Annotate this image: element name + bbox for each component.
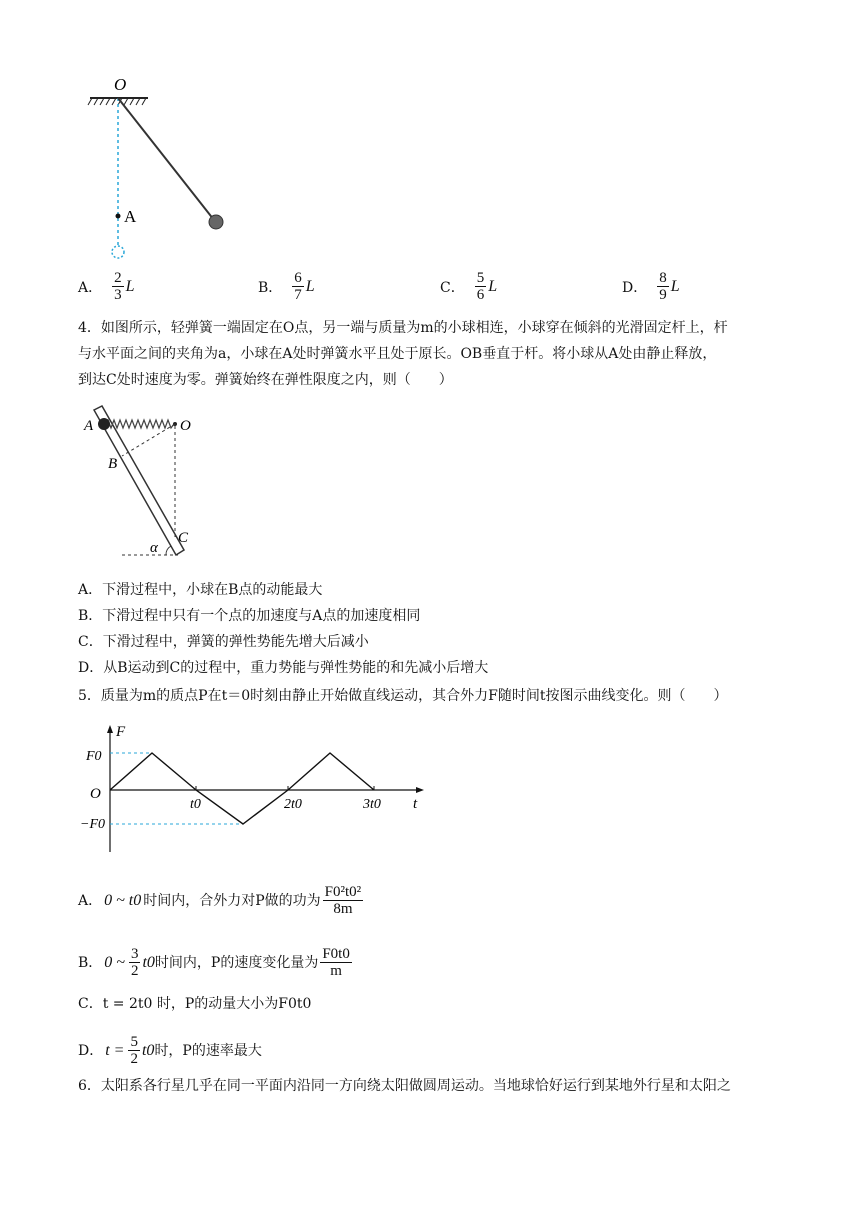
q4-option-b: B．下滑过程中只有一个点的加速度与A点的加速度相同 [78,608,421,624]
label-A: A [124,207,137,226]
q5-option-b: B． 0 ~ $\frac{3}{2}$ t0 时间内，P的速度变化量为 $\frac{F0t0}{m}$ [78,946,350,979]
label-O: O [114,75,127,94]
q4-stem-line3: 到达C处时速度为零。弹簧始终在弹性限度之内，则（ ） [78,372,453,388]
q5-option-a: A． 0 ~ t0 时间内，合外力对P做的功为 $\frac{\text{F0²t0²}}{8m}$ [78,884,362,917]
fig-label-C: C [178,530,189,546]
incline-spring-figure [80,400,210,565]
force-time-graph [80,722,430,862]
tick-t0: t0 [190,797,201,812]
q5-stem: 5．质量为m的质点P在t＝0时刻由静止开始做直线运动，其合外力F随时间t按图示曲线变化。则（ ） [78,688,728,704]
origin-O: O [90,786,101,802]
pendulum-figure [80,70,240,270]
q5-option-d: D． t = $\frac{5}{2}$ t0 时，P的速率最大 [78,1034,262,1067]
q4-option-c: C．下滑过程中，弹簧的弹性势能先增大后减小 [78,634,369,650]
q3-option-d: D． $\frac{8}{9}$ L [622,270,680,303]
q5-option-c: C．t = 2t0 时，P的动量大小为F0t0 [78,996,312,1012]
q6-stem: 6．太阳系各行星几乎在同一平面内沿同一方向绕太阳做圆周运动。当地球恰好运行到某地外行星和太阳之 [78,1078,731,1094]
q3-option-a: A． $\frac{2}{3}$ L [78,270,135,303]
tick-3t0: 3t0 [363,797,381,812]
axis-t: t [413,796,418,812]
q3-option-b: B． $\frac{6}{7}$ L [258,270,315,303]
tick-negF0: −F0 [80,817,105,832]
q4-option-d: D．从B运动到C的过程中，重力势能与弹性势能的和先减小后增大 [78,660,489,676]
fig-label-A: A [84,418,94,434]
q3-option-c: C． $\frac{5}{6}$ L [440,270,498,303]
q4-stem-line1: 4．如图所示，轻弹簧一端固定在O点，另一端与质量为m的小球相连，小球穿在倾斜的光滑固定杆上，杆 [78,320,728,336]
fig-label-O: O [180,418,191,434]
fig-label-alpha: α [150,540,158,556]
tick-2t0: 2t0 [284,797,302,812]
axis-F: F [116,724,126,740]
fig-label-B: B [108,456,118,472]
q4-option-a: A．下滑过程中，小球在B点的动能最大 [78,582,323,598]
tick-F0: F0 [86,749,102,764]
q4-stem-line2: 与水平面之间的夹角为a，小球在A处时弹簧水平且处于原长。OB垂直于杆。将小球从A处由静止释放， [78,346,717,362]
